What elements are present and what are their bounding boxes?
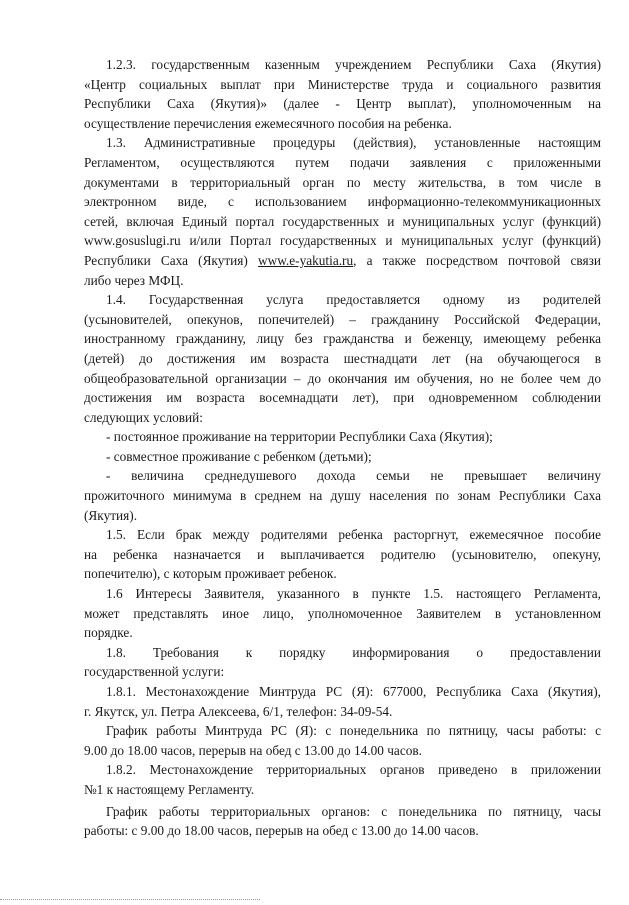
text-segment: , а также посредством почтовой связи <box>353 252 602 268</box>
text-line: 1.2.3. государственным казенным учреждением Республики Саха (Якутия) <box>106 57 601 72</box>
text-line: электронном виде, с использованием информационно-телекоммуникационных <box>84 194 601 210</box>
paragraph-schedule-territorial <box>84 802 601 841</box>
text-line: работы: с 9.00 до 18.00 часов, перерыв на обед с 13.00 до 14.00 часов. <box>84 823 479 839</box>
paragraph-1-5 <box>84 525 601 584</box>
text-line-with-link <box>84 251 601 271</box>
text-line: на ребенка назначается и выплачивается родителю (усыновителю, опекуну, <box>84 546 601 562</box>
text-line: «Центр социальных выплат при Министерстве труда и социального развития <box>84 76 601 92</box>
text-line: осуществление перечисления ежемесячного пособия на ребенка. <box>84 115 452 131</box>
text-line: сетей, включая Единый портал государственных и муниципальных услуг (функций) <box>84 213 601 229</box>
paragraph-schedule-ministry <box>84 721 601 760</box>
text-line: (детей) до достижения им возраста шестнадцати лет (на обучающегося в <box>84 350 601 366</box>
text-line: 1.8. Требования к порядку информирования о предоставлении <box>106 644 601 660</box>
text-line: №1 к настоящему Регламенту. <box>84 781 255 797</box>
text-line: (усыновителей, опекунов, попечителей) – гражданину Российской Федерации, <box>84 311 601 327</box>
text-line: - величина среднедушевого дохода семьи не превышает величину <box>106 468 601 484</box>
text-line: государственной услуги: <box>84 664 225 680</box>
scan-edge-artifact <box>0 899 260 903</box>
text-line: График работы Минтруда РС (Я): с понедельника по пятницу, часы работы: с <box>106 723 601 739</box>
text-line: 1.3. Административные процедуры (действия), установленные настоящим <box>106 135 601 151</box>
text-line: документами в территориальный орган по месту жительства, в том числе в <box>84 174 601 190</box>
text-line: - постоянное проживание на территории Республики Саха (Якутия); <box>106 429 493 445</box>
text-line: (Якутия). <box>84 507 138 523</box>
text-line: либо через МФЦ. <box>84 272 184 288</box>
paragraph-1-8-2 <box>84 760 601 799</box>
text-line: следующих условий: <box>84 409 203 425</box>
paragraph-1-8 <box>84 643 601 682</box>
text-line: 1.8.2. Местонахождение территориальных органов приведено в приложении <box>106 762 601 778</box>
text-line: Регламентом, осуществляются путем подачи заявления с приложенными <box>84 154 601 170</box>
e-yakutia-link[interactable]: www.e-yakutia.ru <box>257 252 354 268</box>
paragraph-1-4 <box>84 290 601 427</box>
text-line: может представлять иное лицо, уполномоченное Заявителем в установленном <box>84 605 601 621</box>
text-line: 9.00 до 18.00 часов, перерыв на обед с 13.00 до 14.00 часов. <box>84 742 422 758</box>
paragraph-1-6 <box>84 584 601 643</box>
text-line: 1.5. Если брак между родителями ребенка расторгнут, ежемесячное пособие <box>106 527 601 543</box>
text-line: прожиточного минимума в среднем на душу населения по зонам Республики Саха <box>84 488 601 504</box>
paragraph-1-3 <box>84 133 601 290</box>
condition-item <box>84 466 601 525</box>
paragraph-1-2-3 <box>84 55 601 133</box>
text-line: попечителю), с которым проживает ребенок. <box>84 566 337 582</box>
text-line: 1.4. Государственная услуга предоставляется одному из родителей <box>106 292 601 308</box>
text-line: иностранному гражданину, лицу без гражданства и беженцу, имеющему ребенка <box>84 331 601 347</box>
condition-item <box>84 427 601 447</box>
condition-item <box>84 447 601 467</box>
text-line: достижения им возраста восемнадцати лет), при одновременном соблюдении <box>84 390 601 406</box>
text-line: - совместное проживание с ребенком (детьми); <box>106 448 372 464</box>
text-segment: Республики Саха (Якутия) <box>84 252 258 268</box>
text-line: www.gosuslugi.ru и/или Портал государственных и муниципальных услуг (функций) <box>84 233 601 249</box>
text-line: 1.6 Интересы Заявителя, указанного в пункте 1.5. настоящего Регламента, <box>106 586 601 602</box>
text-line: Республики Саха (Якутия)» (далее - Центр выплат), уполномоченным на <box>84 96 601 112</box>
paragraph-1-8-1 <box>84 682 601 721</box>
text-line: График работы территориальных органов: с понедельника по пятницу, часы <box>106 803 601 819</box>
text-line: порядке. <box>84 625 133 641</box>
text-line: общеобразовательной организации – до окончания им обучения, но не более чем до <box>84 370 601 386</box>
text-line: г. Якутск, ул. Петра Алексеева, 6/1, телефон: 34-09-54. <box>84 703 393 719</box>
text-line: 1.8.1. Местонахождение Минтруда РС (Я): 677000, Республика Саха (Якутия), <box>106 684 601 699</box>
